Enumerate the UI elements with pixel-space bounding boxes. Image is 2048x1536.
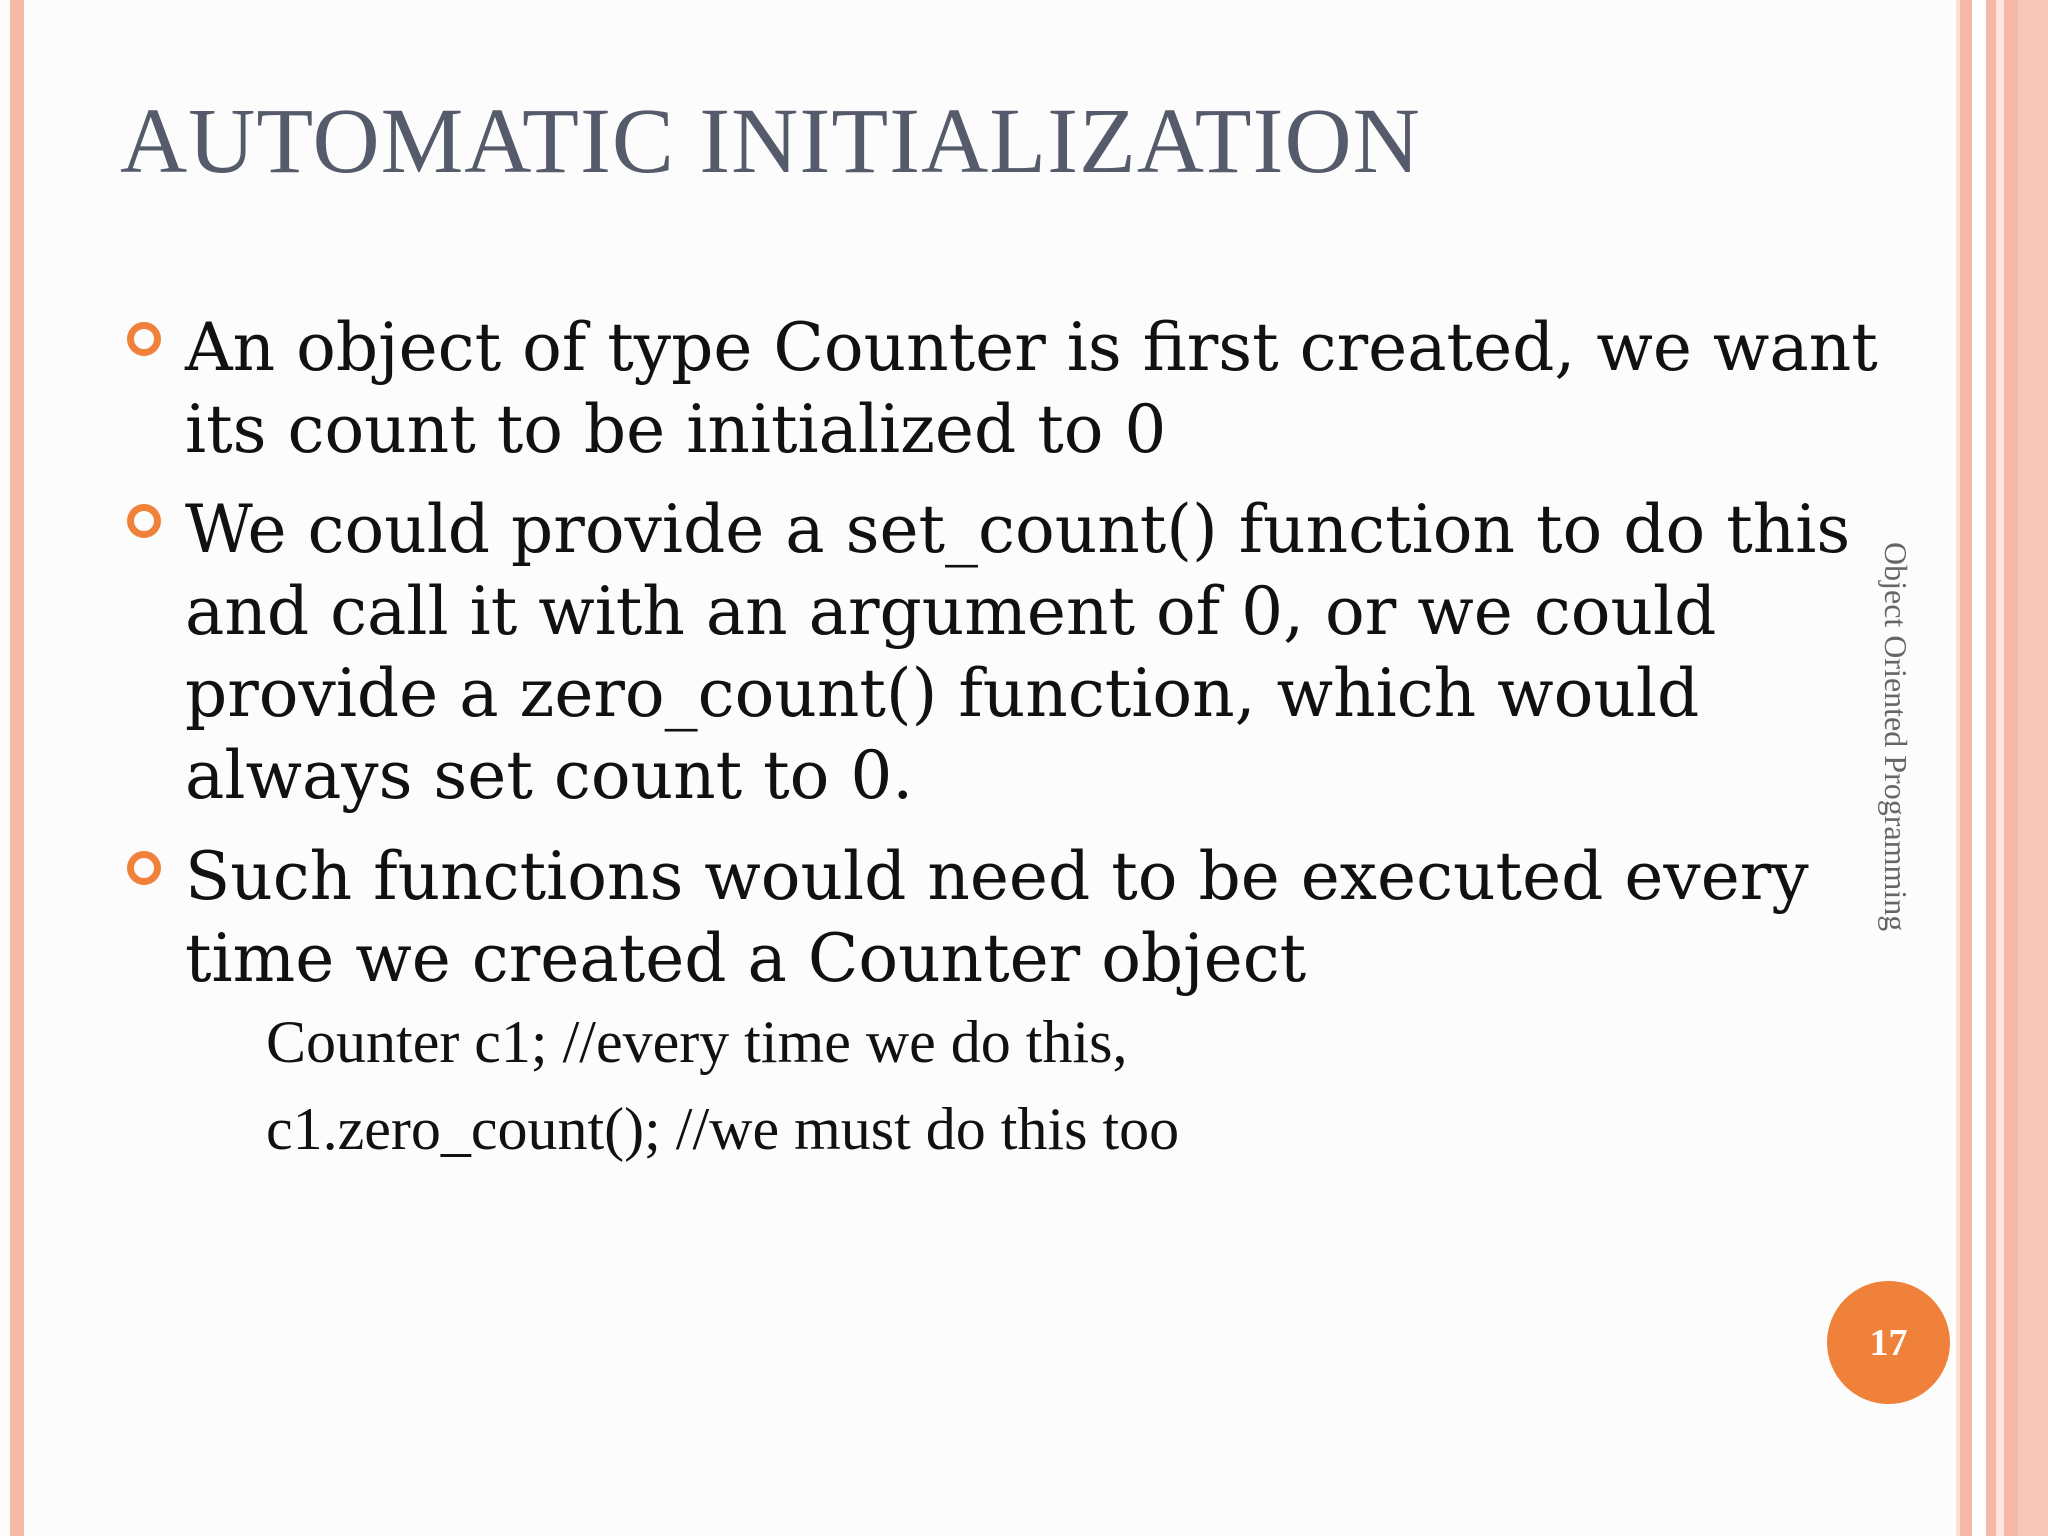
code-line: Counter c1; //every time we do this,	[266, 1009, 1128, 1075]
bullet-item: We could provide a set_count() function to do this and call it with an argument of 0, or we could provide a zero_count() function, which would always set count to 0.	[185, 491, 1851, 814]
page-number: 17	[1869, 1321, 1908, 1364]
circle-bullet-icon	[127, 322, 161, 356]
right-border-stripe	[1996, 0, 2004, 1536]
code-line: c1.zero_count(); //we must do this too	[266, 1096, 1180, 1162]
side-label: Object Oriented Programming	[1878, 542, 1914, 932]
right-border-stripe	[1986, 0, 1996, 1536]
left-border-bar	[10, 0, 24, 1536]
bullet-item: Such functions would need to be executed every time we created a Counter object	[185, 838, 1809, 997]
right-border-stripe	[1960, 0, 1972, 1536]
bullet-item: An object of type Counter is first created, we want its count to be initialized to 0	[185, 309, 1878, 468]
right-border-stripe	[2004, 0, 2018, 1536]
right-border-stripe	[2018, 0, 2048, 1536]
circle-bullet-icon	[127, 851, 161, 885]
slide-title: AUTOMATIC INITIALIZATION	[120, 90, 1421, 193]
page-number-badge	[1827, 1281, 1950, 1404]
right-border-stripe	[1972, 0, 1986, 1536]
circle-bullet-icon	[127, 504, 161, 538]
